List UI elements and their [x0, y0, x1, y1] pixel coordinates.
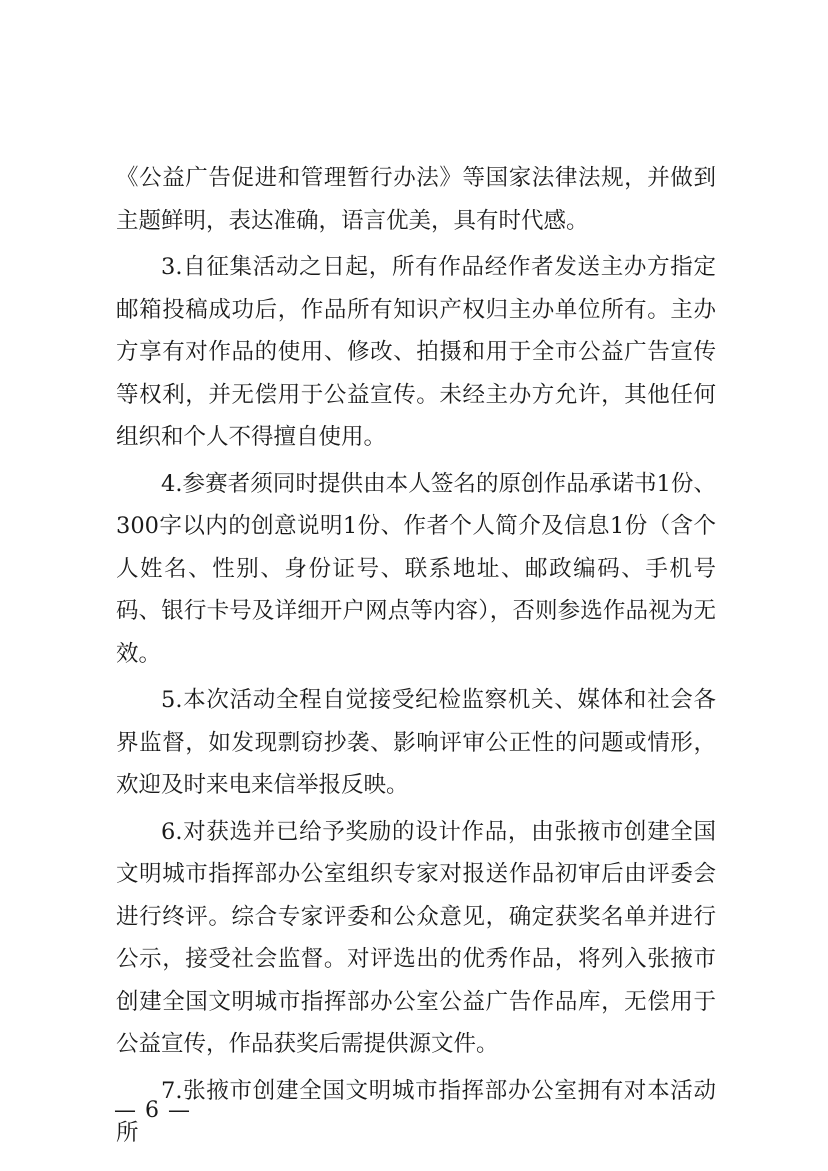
paragraph-item-3: 3.自征集活动之日起，所有作品经作者发送主办方指定邮箱投稿成功后，作品所有知识产权归主办单位所有。主办方享有对作品的使用、修改、拍摄和用于全市公益广告宣传等权利，并无偿用于公益宣传。未经主办方允许，其他任何组织和个人不得擅自使用。: [116, 254, 716, 450]
page-number: — 6 —: [114, 1098, 191, 1123]
paragraph-continuation: 《公益广告促进和管理暂行办法》等国家法律法规，并做到主题鲜明，表达准确，语言优美，具有时代感。: [116, 165, 716, 234]
paragraph-item-4: 4.参赛者须同时提供由本人签名的原创作品承诺书1份、300字以内的创意说明1份、作者个人简介及信息1份（含个人姓名、性别、身份证号、联系地址、邮政编码、手机号码、银行卡号及详细开户网点等内容），否则参选作品视为无效。: [116, 470, 716, 667]
document-body: [116, 157, 716, 1159]
paragraph-item-6: 6.对获选并已给予奖励的设计作品，由张掖市创建全国文明城市指挥部办公室组织专家对报送作品初审后由评委会进行终评。综合专家评委和公众意见，确定获奖名单并进行公示，接受社会监督。对评选出的优秀作品，将列入张掖市创建全国文明城市指挥部办公室公益广告作品库，无偿用于公益宣传，作品获奖后需提供源文件。: [116, 818, 716, 1057]
paragraph-item-7: 7.张掖市创建全国文明城市指挥部办公室拥有对本活动所: [116, 1077, 716, 1146]
paragraph-item-5: 5.本次活动全程自觉接受纪检监察机关、媒体和社会各界监督，如发现剽窃抄袭、影响评审公正性的问题或情形，欢迎及时来电来信举报反映。: [116, 687, 716, 798]
